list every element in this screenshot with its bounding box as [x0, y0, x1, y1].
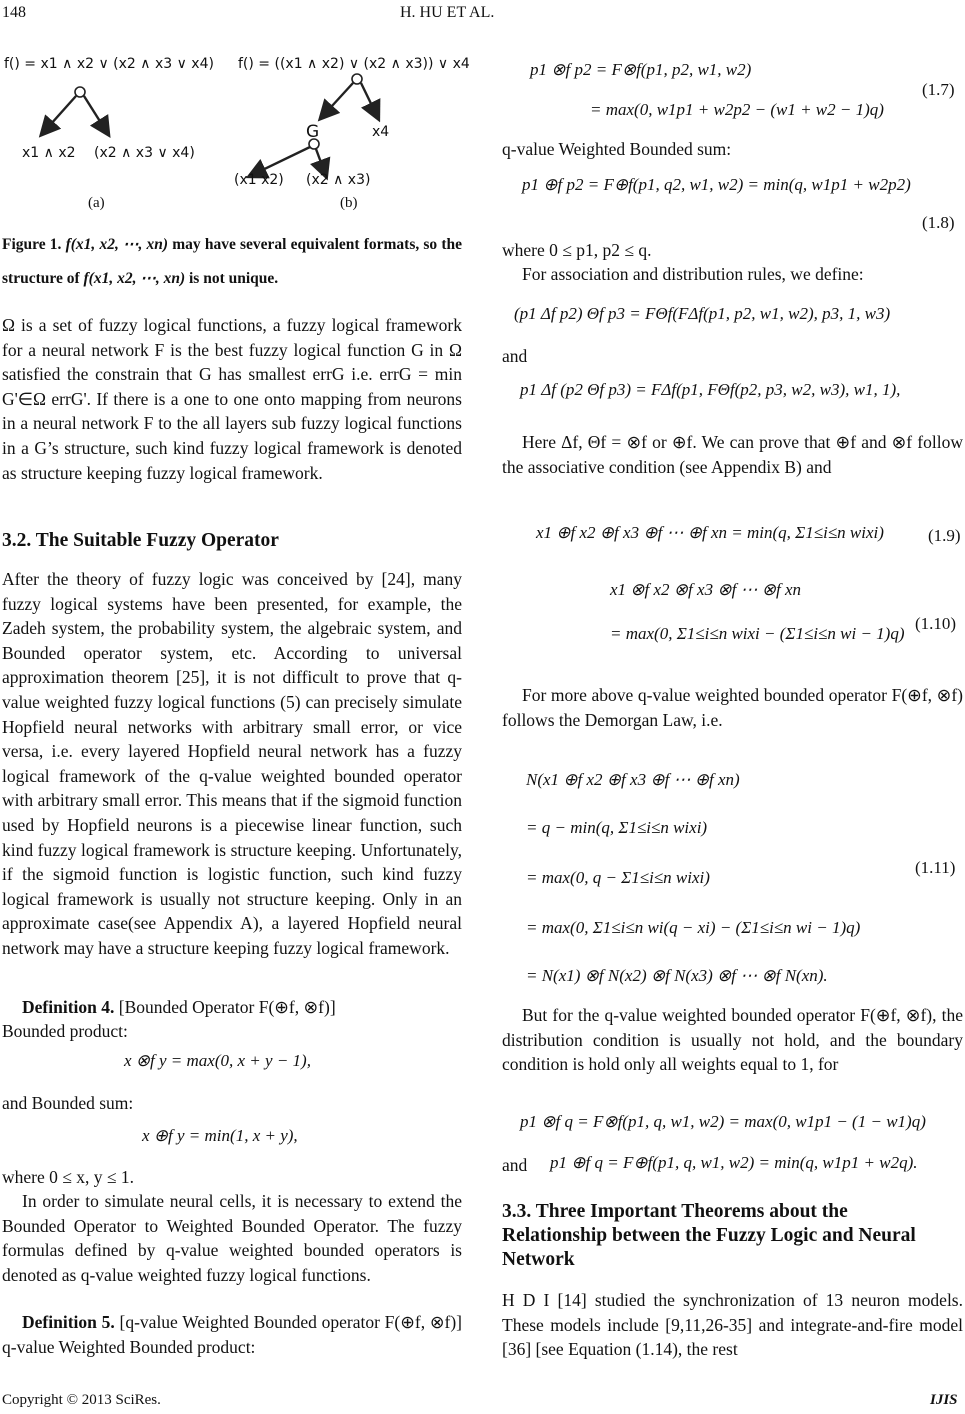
paragraph-distribution: But for the q-value weighted bounded operator F(⊕f, ⊗f), the distribution condition is usually not hold, and the boundary condition is hold only all weights equal to 1, for: [502, 1005, 963, 1075]
footer-copyright: Copyright © 2013 SciRes.: [2, 1392, 161, 1408]
association-intro: For association and distribution rules, we define:: [522, 264, 864, 284]
fig-a-left-leaf: x1 ∧ x2: [22, 145, 76, 161]
paragraph-demorgan: For more above q-value weighted bounded operator F(⊕f, ⊗f) follows the Demorgan Law, i.e.: [502, 685, 963, 730]
fig-b-left-leaf: (x1 x2): [234, 172, 284, 188]
paragraph-associative: Here Δf, Θf = ⊗f or ⊕f. We can prove that ⊕f and ⊗f follow the associative condition (see Appendix B) and: [502, 432, 963, 477]
running-header: H. HU ET AL.: [400, 4, 495, 21]
bounded-sum-eq: x ⊕f y = min(1, x + y),: [142, 1126, 298, 1145]
and-label-1: and: [502, 346, 528, 366]
figure-1-diagrams: [0, 48, 470, 218]
definition-4: [22, 995, 462, 1020]
where-p-range: where 0 ≤ p1, p2 ≤ q.: [502, 240, 652, 260]
weighted-sum-label: q-value Weighted Bounded sum:: [502, 139, 732, 159]
definition-5: [2, 1310, 462, 1359]
definition-4-text: [Bounded Operator F(⊕f, ⊗f)]: [118, 997, 336, 1017]
fig-b-label: (b): [340, 195, 358, 211]
eq-boundary-sum: p1 ⊕f q = F⊕f(p1, q, w1, w2) = min(q, w1p1 + w2q).: [550, 1153, 918, 1172]
caption-middle: may have several equivalent formats, so the structure of: [2, 236, 463, 287]
definition-4-title: Definition 4.: [22, 997, 115, 1017]
caption-function-2: f(x1, x2, ⋯, xn): [83, 270, 186, 287]
eq-1-9-number: (1.9): [928, 526, 961, 545]
bounded-sum-where: where 0 ≤ x, y ≤ 1.: [2, 1167, 134, 1187]
fig-b-formula: f() = ((x1 ∧ x2) ∨ (x2 ∧ x3)) ∨ x4: [238, 56, 470, 72]
eq-boundary-product: p1 ⊗f q = F⊗f(p1, q, w1, w2) = max(0, w1p1 − (1 − w1)q): [520, 1112, 926, 1131]
fig-b-g-label: G: [306, 122, 320, 142]
figure-1: [0, 48, 470, 218]
eq-1-11-line-2: = q − min(q, Σ1≤i≤n wixi): [526, 818, 708, 837]
tree-a-right-edge: [84, 96, 108, 134]
page-number: 148: [2, 4, 26, 21]
tree-b-left-edge: [321, 83, 353, 118]
paragraph-fuzzy-operator: After the theory of fuzzy logic was conceived by [24], many fuzzy logical systems have been presented, for example, the Zadeh system, the probability system, the algebraic system, and Bounded operator system, etc. According to universal approximation theorem [25], it is not difficult to prove that q-value weighted fuzzy logical functions (5) can precisely simulate Hopfield neural networks with arbitrary small error, or vice versa, i.e. every layered Hopfield neural network has a fuzzy logical framework of the q-value weighted bounded operator with arbitrary small error. This means that if the sigmoid function used by Hopfield neurons is a piecewise linear function, such kind fuzzy logical framework is structure keeping. Unfortunately, if the sigmoid function is logistic function, such kind fuzzy logical framework is usually not structure keeping. Only in an approximate case(see Appendix A), a layered Hopfield neural network may have a structure keeping fuzzy logical framework.: [2, 569, 462, 958]
association-eq: (p1 Δf p2) Θf p3 = FΘf(FΔf(p1, p2, w1, w2), p3, 1, w3): [514, 304, 891, 323]
eq-1-7-number: (1.7): [922, 80, 955, 99]
eq-1-11-line-5: = N(x1) ⊗f N(x2) ⊗f N(x3) ⊗f ⋯ ⊗f N(xn).: [526, 966, 828, 985]
eq-1-7-line-1: p1 ⊗f p2 = F⊗f(p1, p2, w1, w2): [530, 60, 752, 79]
fig-b-right-leaf: (x2 ∧ x3): [306, 172, 371, 188]
eq-1-11-line-1: N(x1 ⊕f x2 ⊕f x3 ⊕f ⋯ ⊕f xn): [526, 770, 740, 789]
section-heading-3-2: 3.2. The Suitable Fuzzy Operator: [2, 530, 279, 551]
section-heading-3-3: 3.3. Three Important Theorems about the Relationship between the Fuzzy Logic and Neural Network: [502, 1201, 916, 1270]
paragraph-fuzzy-framework: Ω is a set of fuzzy logical functions, a fuzzy logical framework for a neural network F is the best fuzzy logical function G in Ω satisfied the constrain that G has smallest errG i.e. errG = min G'∈Ω errG'. If there is a one to one onto mapping from neurons in a neural network F to the all layers sub fuzzy logical functions in a G’s structure, such kind fuzzy logical framework is denoted as structure keeping fuzzy logical framework.: [2, 315, 462, 483]
definition-5-title: Definition 5.: [22, 1312, 115, 1332]
bounded-sum-label: and Bounded sum:: [2, 1093, 134, 1113]
eq-1-11-number: (1.11): [915, 858, 956, 877]
eq-1-7-line-2: = max(0, w1p1 + w2p2 − (w1 + w2 − 1)q): [590, 100, 884, 119]
eq-1-11-line-3: = max(0, q − Σ1≤i≤n wixi): [526, 868, 710, 887]
eq-1-10-line-2: = max(0, Σ1≤i≤n wixi − (Σ1≤i≤n wi − 1)q): [610, 624, 905, 643]
caption-function: f(x1, x2, ⋯, xn): [65, 236, 169, 253]
eq-1-10-line-1: x1 ⊗f x2 ⊗f x3 ⊗f ⋯ ⊗f xn: [610, 580, 802, 599]
eq-1-8: p1 ⊕f p2 = F⊕f(p1, q2, w1, w2) = min(q, w1p1 + w2p2): [522, 175, 911, 194]
tree-b-right-edge: [361, 83, 378, 118]
caption-end: is not unique.: [188, 270, 279, 287]
eq-1-11-line-4: = max(0, Σ1≤i≤n wi(q − xi) − (Σ1≤i≤n wi − 1)q): [526, 918, 861, 937]
eq-1-10-number: (1.10): [915, 614, 957, 633]
figure-caption: [2, 228, 462, 296]
tree-a-root-node: [75, 87, 85, 97]
eq-1-9: x1 ⊕f x2 ⊕f x3 ⊕f ⋯ ⊕f xn = min(q, Σ1≤i≤n wixi): [536, 523, 884, 542]
eq-1-8-number: (1.8): [922, 213, 955, 232]
fig-a-formula: f() = x1 ∧ x2 ∨ (x2 ∧ x3 ∨ x4): [4, 56, 214, 72]
fig-b-x4-leaf: x4: [372, 124, 390, 140]
footer-journal: IJIS: [930, 1392, 958, 1408]
paragraph-hdi: H D I [14] studied the synchronization of 13 neuron models. These models include [9,11,26-35] and integrate-and-fire model [36] [see Equation (1.14), the rest: [502, 1290, 963, 1360]
tree-a-left-edge: [42, 96, 76, 134]
fig-a-right-leaf: (x2 ∧ x3 ∨ x4): [94, 145, 195, 161]
bounded-product-eq: x ⊗f y = max(0, x + y − 1),: [124, 1051, 311, 1070]
definition-5-text: [q-value Weighted Bounded operator F(⊕f, ⊗f)] q-value Weighted Bounded product:: [2, 1312, 462, 1357]
tree-b-root-node: [352, 74, 362, 84]
bounded-product-label: Bounded product:: [2, 1021, 128, 1041]
fig-a-label: (a): [88, 195, 105, 211]
caption-prefix: Figure 1.: [2, 236, 62, 253]
paragraph-weighted-extension: In order to simulate neural cells, it is necessary to extend the Bounded Operator to Weighted Bounded Operator. The fuzzy formulas defined by q-value weighted bounded operators is denoted as q-value weighted fuzzy logical functions.: [2, 1191, 462, 1285]
distribution-eq: p1 Δf (p2 Θf p3) = FΔf(p1, FΘf(p2, p3, w2, w3), w1, 1),: [520, 380, 901, 399]
and-label-2: and: [502, 1155, 528, 1175]
